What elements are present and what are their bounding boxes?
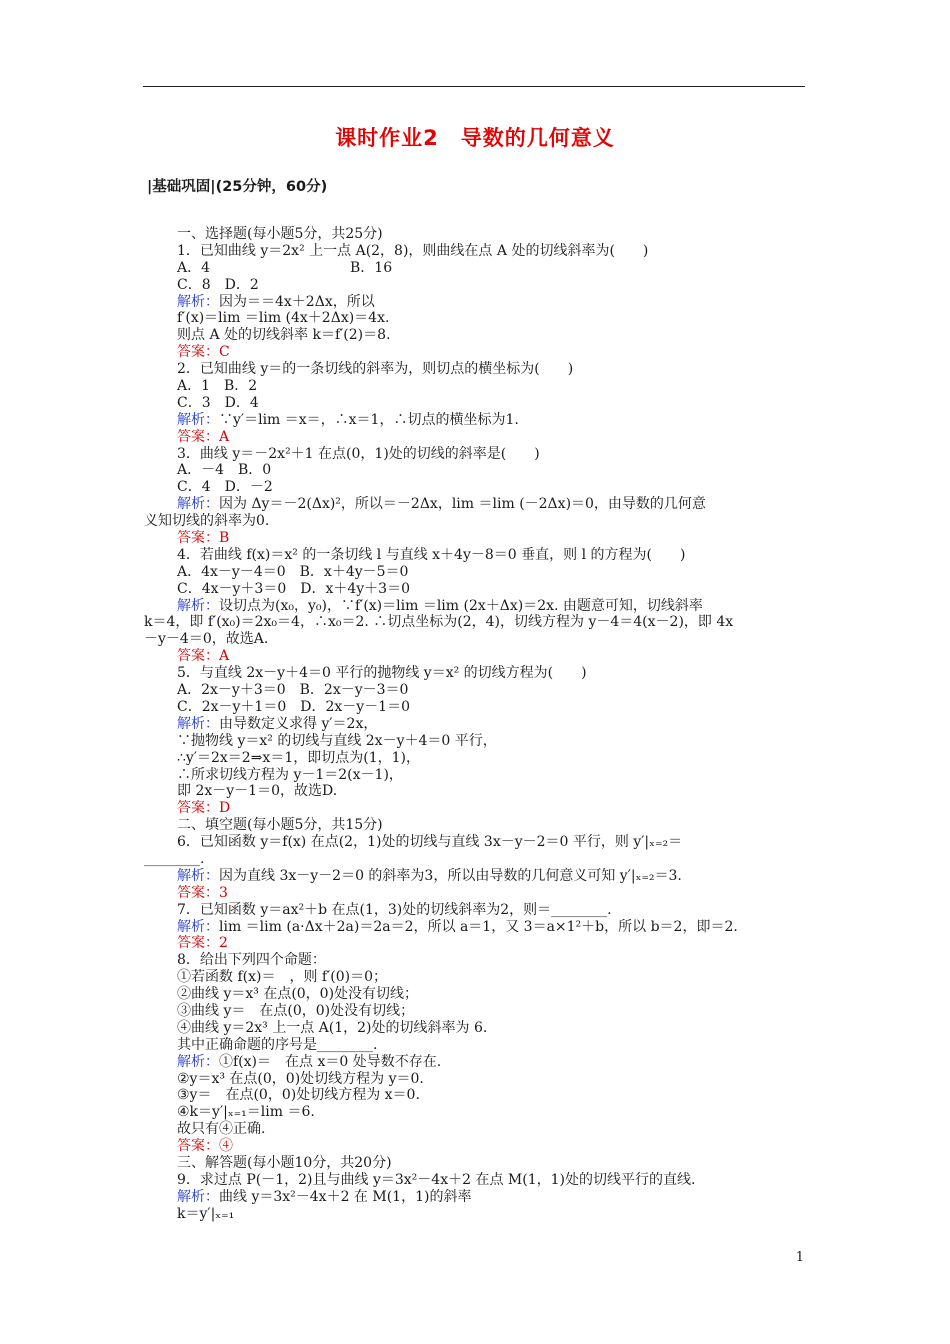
answer-label: 答案： xyxy=(177,344,219,361)
text-line xyxy=(177,260,809,277)
line-text: ③y＝ 在点(0，0)处切线方程为 x＝0. xyxy=(177,1087,420,1104)
text-line xyxy=(177,243,809,260)
text-line xyxy=(177,1071,809,1088)
text-line xyxy=(177,310,809,327)
page-title: 课时作业2 导数的几何意义 xyxy=(335,126,615,150)
solution-line xyxy=(177,598,809,615)
answer-label: 答案： xyxy=(177,935,219,952)
line-text: 2．已知曲线 y＝的一条切线的斜率为，则切点的横坐标为( ) xyxy=(177,361,574,378)
line-text: 3 xyxy=(219,884,228,901)
line-text: 因为 Δy＝－2(Δx)²，所以＝－2Δx，lim ＝lim (－2Δx)＝0，由导数的几何意 xyxy=(219,496,706,513)
text-line xyxy=(177,378,809,395)
line-text: 因为＝＝4x＋2Δx，所以 xyxy=(219,293,375,310)
line-text: lim ＝lim (a·Δx＋2a)＝2a＝2，所以 a＝1，又 3＝a×1²＋b，所以 b＝2，即＝2. xyxy=(219,918,738,935)
text-line xyxy=(177,547,809,564)
line-text: A．1 B．2 xyxy=(177,378,258,395)
line-text: A．－4 B．0 xyxy=(177,462,272,479)
line-text: 由导数定义求得 y′＝2x， xyxy=(219,715,378,732)
text-line xyxy=(177,733,809,750)
text-line xyxy=(177,1206,809,1223)
solution-line xyxy=(177,412,809,429)
line-text: C．4 D．－2 xyxy=(177,479,273,496)
solution-label: 解析： xyxy=(177,715,219,732)
line-text: 二、填空题(每小题5分，共15分) xyxy=(177,817,383,834)
line-text: 因为直线 3x－y－2＝0 的斜率为3，所以由导数的几何意义可知 y′|ₓ₌₂＝3. xyxy=(219,867,682,884)
text-line xyxy=(177,226,809,243)
text-line xyxy=(177,1121,809,1138)
solution-line xyxy=(177,1054,809,1071)
text-line xyxy=(177,665,809,682)
line-text: ∴所求切线方程为 y－1＝2(x－1)， xyxy=(177,766,403,783)
line-text: 2 xyxy=(219,935,228,952)
text-line xyxy=(177,1003,809,1020)
answer-line xyxy=(177,648,809,665)
line-text: 设切点为(x₀，y₀)，∵f′(x)＝lim ＝lim (2x＋Δx)＝2x. 由题意可知，切线斜率 xyxy=(219,597,703,614)
text-line xyxy=(177,1037,809,1054)
text-line xyxy=(177,462,809,479)
section-heading: |基础巩固|(25分钟，60分) xyxy=(147,179,328,195)
line-text: ④k＝y′|ₓ₌₁＝lim ＝6. xyxy=(177,1104,315,1121)
text-line xyxy=(177,564,809,581)
answer-label: 答案： xyxy=(177,648,219,665)
line-text: ①若函数 f(x)＝ ，则 f′(0)＝0； xyxy=(177,969,387,986)
solution-line xyxy=(177,496,809,513)
solution-label: 解析： xyxy=(177,1053,219,1070)
text-line xyxy=(177,1172,809,1189)
line-text: ∵抛物线 y＝x² 的切线与直线 2x－y＋4＝0 平行， xyxy=(177,732,497,749)
line-text: 7．已知函数 y＝ax²＋b 在点(1，3)处的切线斜率为2，则＝________. xyxy=(177,901,612,918)
text-line xyxy=(177,952,809,969)
line-text: ∵y′＝lim ＝x＝，∴x＝1，∴切点的横坐标为1. xyxy=(219,411,519,428)
document-body xyxy=(144,226,809,1223)
page-number: 1 xyxy=(795,1250,804,1265)
solution-label: 解析： xyxy=(177,411,219,428)
line-text: 故只有④正确. xyxy=(177,1121,266,1138)
text-line xyxy=(144,851,809,868)
answer-line xyxy=(177,935,809,952)
text-line xyxy=(177,479,809,496)
line-text: C．4x－y＋3＝0 D．x＋4y＋3＝0 xyxy=(177,580,410,597)
line-text: ①f(x)＝ 在点 x＝0 处导数不存在. xyxy=(219,1053,442,1070)
text-line xyxy=(144,614,809,631)
line-text: 即 2x－y－1＝0，故选D. xyxy=(177,783,338,800)
line-text: 6．已知函数 y＝f(x) 在点(2，1)处的切线与直线 3x－y－2＝0 平行，则 y′|ₓ₌₂＝ xyxy=(177,834,683,851)
line-text: 一、选择题(每小题5分，共25分) xyxy=(177,226,383,242)
text-line xyxy=(177,1087,809,1104)
line-text: ④ xyxy=(219,1138,233,1155)
line-text: 5．与直线 2x－y＋4＝0 平行的抛物线 y＝x² 的切线方程为( ) xyxy=(177,665,587,682)
text-line xyxy=(177,767,809,784)
line-text: A．4x－y－4＝0 B．x＋4y－5＝0 xyxy=(177,563,409,580)
answer-label: 答案： xyxy=(177,428,219,445)
line-text: 其中正确命题的序号是________. xyxy=(177,1036,378,1053)
line-text: ②曲线 y＝x³ 在点(0，0)处没有切线； xyxy=(177,986,419,1003)
text-line xyxy=(177,395,809,412)
text-line xyxy=(177,969,809,986)
text-line xyxy=(177,902,809,919)
text-line xyxy=(177,1020,809,1037)
line-text: 1．已知曲线 y＝2x² 上一点 A(2，8)，则曲线在点 A 处的切线斜率为( ) xyxy=(177,242,649,259)
line-text: A xyxy=(219,648,230,665)
solution-line xyxy=(177,716,809,733)
text-line xyxy=(177,699,809,716)
header-rule xyxy=(143,86,805,87)
text-line xyxy=(177,277,809,294)
text-line xyxy=(177,834,809,851)
answer-line xyxy=(177,429,809,446)
answer-line xyxy=(177,344,809,361)
solution-line xyxy=(177,919,809,936)
line-text: A．2x－y＋3＝0 B．2x－y－3＝0 xyxy=(177,682,409,699)
answer-label: 答案： xyxy=(177,884,219,901)
line-text: ∴y′＝2x＝2⇒x＝1，即切点为(1，1)， xyxy=(177,749,420,766)
text-line xyxy=(144,631,809,648)
line-text: D xyxy=(219,800,231,817)
answer-line xyxy=(177,1138,809,1155)
answer-line xyxy=(177,530,809,547)
solution-line xyxy=(177,868,809,885)
text-line xyxy=(177,817,809,834)
line-text: 8．给出下列四个命题： xyxy=(177,952,326,969)
text-line xyxy=(177,986,809,1003)
solution-label: 解析： xyxy=(177,1188,219,1205)
text-line xyxy=(177,446,809,463)
text-line xyxy=(144,513,809,530)
text-line xyxy=(177,327,809,344)
answer-line xyxy=(177,885,809,902)
line-text: －y－4＝0，故选A. xyxy=(144,631,269,648)
text-line xyxy=(177,783,809,800)
solution-label: 解析： xyxy=(177,918,219,935)
line-text: 义知切线的斜率为0. xyxy=(144,513,270,530)
text-line xyxy=(177,361,809,378)
solution-label: 解析： xyxy=(177,293,219,310)
answer-label: 答案： xyxy=(177,800,219,817)
line-text: A xyxy=(219,428,230,445)
solution-line xyxy=(177,1189,809,1206)
answer-label: 答案： xyxy=(177,530,219,547)
line-text: ④曲线 y＝2x³ 上一点 A(1，2)处的切线斜率为 6. xyxy=(177,1019,488,1036)
line-text: k＝y′|ₓ₌₁ xyxy=(177,1205,235,1222)
line-text: ③曲线 y＝ 在点(0，0)处没有切线； xyxy=(177,1002,415,1019)
solution-line xyxy=(177,294,809,311)
line-text: 三、解答题(每小题10分，共20分) xyxy=(177,1154,392,1171)
line-text: 9．求过点 P(－1，2)且与曲线 y＝3x²－4x＋2 在点 M(1，1)处的切线平行的直线. xyxy=(177,1171,696,1188)
line-text: C．3 D．4 xyxy=(177,394,259,411)
line-text: f′(x)＝lim ＝lim (4x＋2Δx)＝4x. xyxy=(177,310,390,327)
text-line xyxy=(177,1104,809,1121)
answer-label: 答案： xyxy=(177,1138,219,1155)
text-line xyxy=(177,750,809,767)
line-text: 3．曲线 y＝－2x²＋1 在点(0，1)处的切线的斜率是( ) xyxy=(177,445,540,462)
line-text: ________. xyxy=(144,850,205,867)
line-text: 4．若曲线 f(x)＝x² 的一条切线 l 与直线 x＋4y－8＝0 垂直，则 l 的方程为( ) xyxy=(177,546,686,563)
line-text: 曲线 y＝3x²－4x＋2 在 M(1，1)的斜率 xyxy=(219,1188,472,1205)
line-text: ②y＝x³ 在点(0，0)处切线方程为 y＝0. xyxy=(177,1070,424,1087)
line-text: C．8 D．2 xyxy=(177,276,259,293)
solution-label: 解析： xyxy=(177,867,219,884)
text-line xyxy=(177,581,809,598)
line-text: C．2x－y＋1＝0 D．2x－y－1＝0 xyxy=(177,698,410,715)
answer-line xyxy=(177,800,809,817)
line-text: 则点 A 处的切线斜率 k＝f′(2)＝8. xyxy=(177,327,391,344)
text-line xyxy=(177,682,809,699)
text-line xyxy=(177,1155,809,1172)
line-text: B xyxy=(219,530,230,547)
line-text: C xyxy=(219,344,230,361)
solution-label: 解析： xyxy=(177,597,219,614)
solution-label: 解析： xyxy=(177,496,219,513)
line-text: k＝4，即 f′(x₀)＝2x₀＝4，∴x₀＝2. ∴切点坐标为(2，4)，切线方程为 y－4＝4(x－2)，即 4x xyxy=(144,614,734,631)
line-text: A．4 B．16 xyxy=(177,259,393,276)
